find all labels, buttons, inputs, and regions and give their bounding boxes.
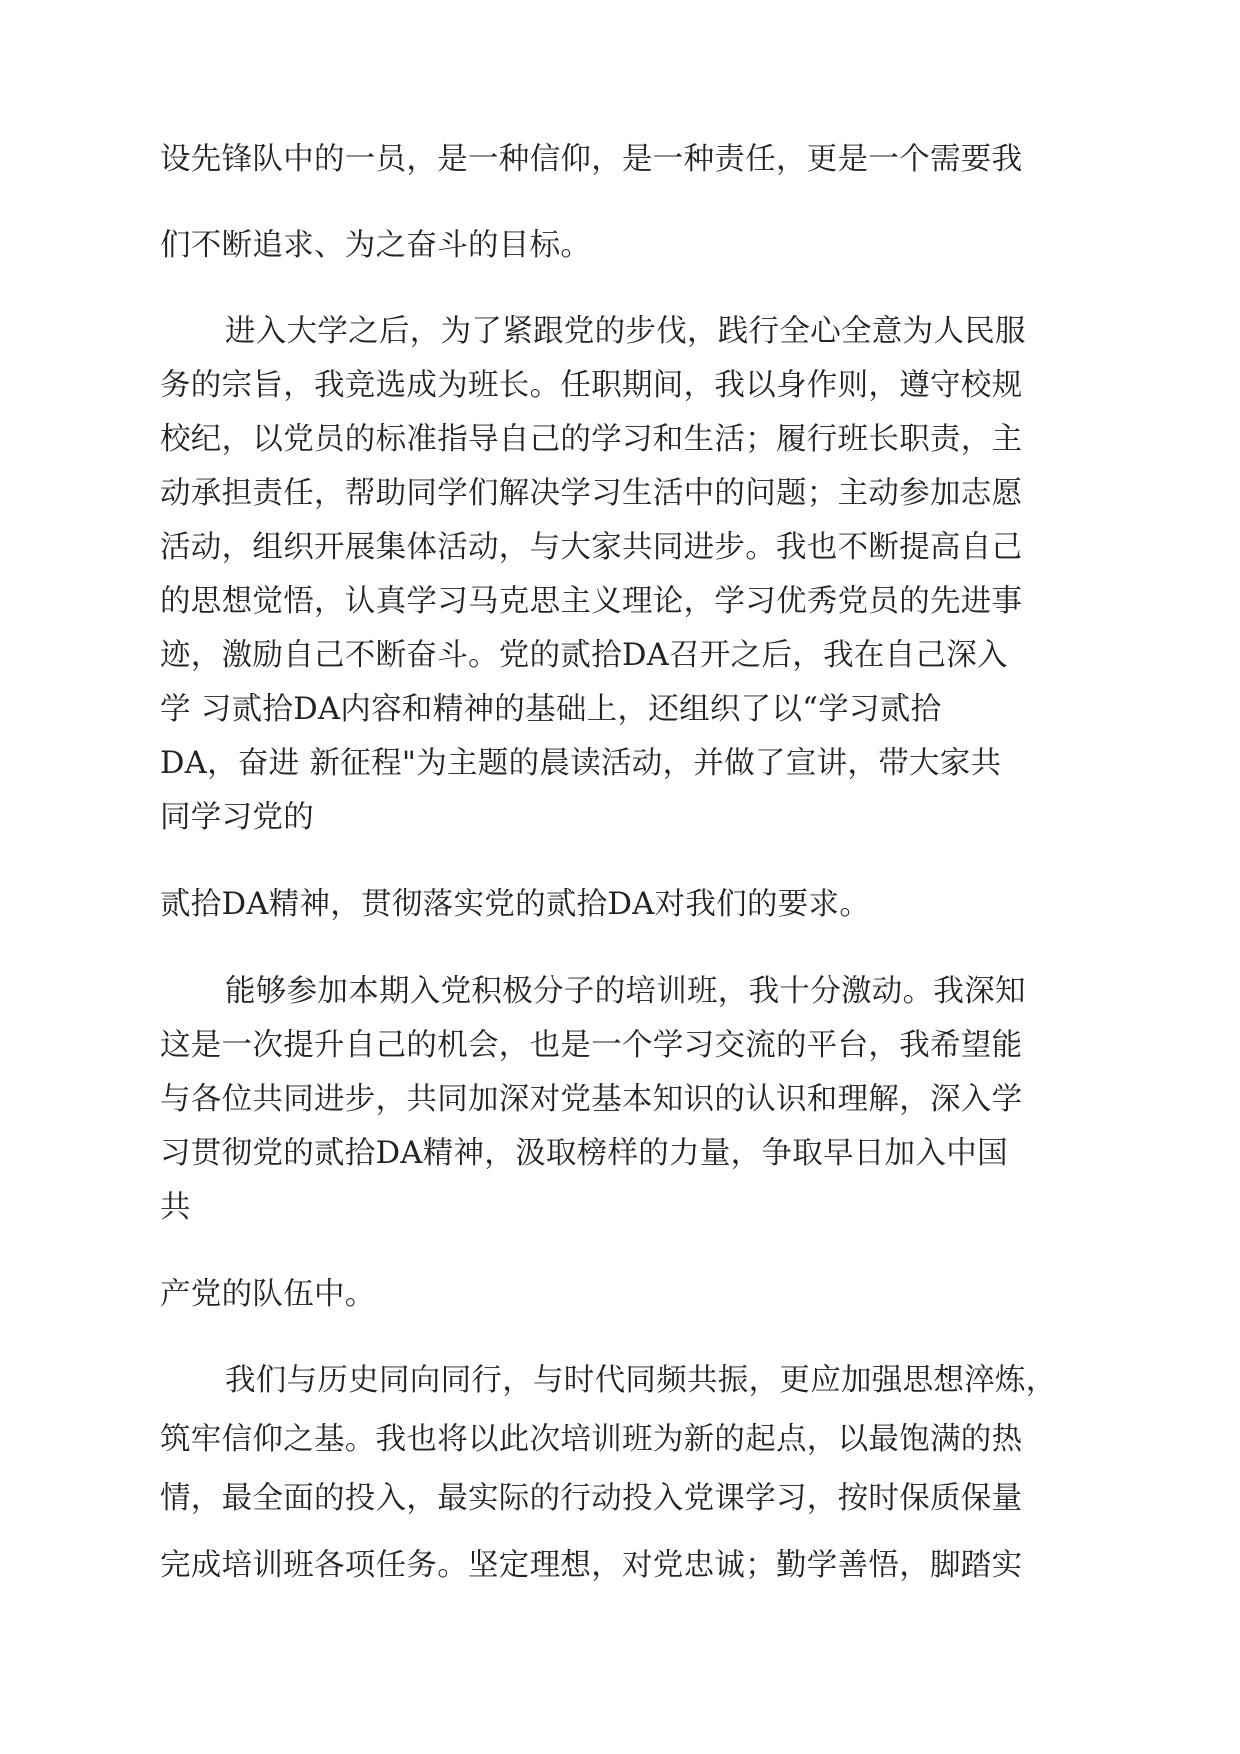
- text-line: 情，最全面的投入，最实际的行动投入党课学习，按时保质保量: [160, 1481, 1023, 1516]
- text-line: 设先锋队中的一员，是一种信仰，是一种责任，更是一个需要我: [160, 142, 1023, 177]
- text-line: 这是一次提升自己的机会，也是一个学习交流的平台，我希望能: [160, 1028, 1023, 1063]
- text-line: 贰拾DA精神，贯彻落实党的贰拾DA对我们的要求。: [160, 887, 871, 922]
- paragraph-start-line: 进入大学之后，为了紧跟党的步伐，践行全心全意为人民服: [225, 314, 1026, 349]
- text-line: DA，奋进 新征程"为主题的晨读活动，并做了宣讲，带大家共: [160, 746, 1002, 781]
- text-line: 筑牢信仰之基。我也将以此次培训班为新的起点，以最饱满的热: [160, 1422, 1023, 1457]
- text-line: 学 习贰拾DA内容和精神的基础上，还组织了以“学习贰拾: [160, 692, 942, 727]
- text-line: 共: [160, 1190, 191, 1225]
- text-line: 校纪，以党员的标准指导自己的学习和生活；履行班长职责，主: [160, 422, 1023, 457]
- paragraph-start-line: 能够参加本期入党积极分子的培训班，我十分激动。我深知: [225, 974, 1026, 1009]
- text-line: 的思想觉悟，认真学习马克思主义理论，学习优秀党员的先进事: [160, 584, 1023, 619]
- text-line: 产党的队伍中。: [160, 1277, 376, 1312]
- text-line: 同学习党的: [160, 800, 314, 835]
- text-line: 与各位共同进步，共同加深对党基本知识的认识和理解，深入学: [160, 1082, 1023, 1117]
- text-line: 完成培训班各项任务。坚定理想，对党忠诚；勤学善悟，脚踏实: [160, 1548, 1023, 1583]
- text-line: 迹，激励自己不断奋斗。党的贰拾DA召开之后，我在自己深入: [160, 638, 1008, 673]
- text-line: 们不断追求、为之奋斗的目标。: [160, 228, 592, 263]
- text-line: 习贯彻党的贰拾DA精神，汲取榜样的力量，争取早日加入中国: [160, 1136, 1008, 1171]
- text-line: 务的宗旨，我竞选成为班长。任职期间，我以身作则，遵守校规: [160, 368, 1023, 403]
- paragraph-start-line: 我们与历史同向同行，与时代同频共振，更应加强思想淬炼，: [225, 1363, 1057, 1398]
- text-line: 动承担责任，帮助同学们解决学习生活中的问题；主动参加志愿: [160, 476, 1023, 511]
- text-line: 活动，组织开展集体活动，与大家共同进步。我也不断提高自己: [160, 530, 1023, 565]
